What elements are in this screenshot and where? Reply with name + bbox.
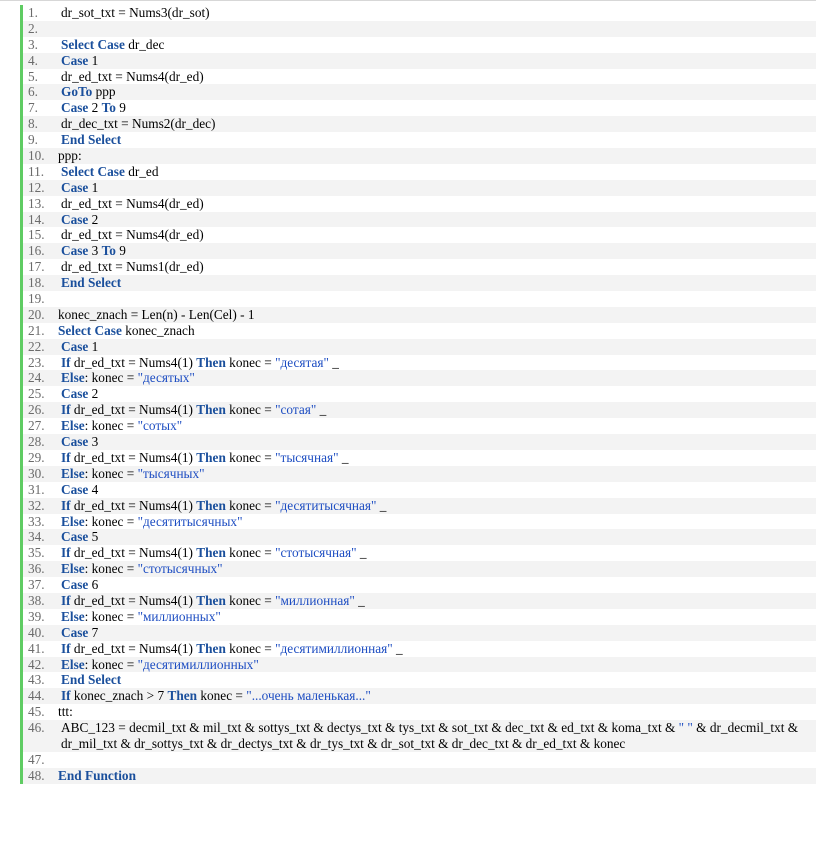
- line-code: [61, 609, 816, 625]
- keyword-token: Case: [61, 100, 89, 116]
- code-line: [23, 132, 816, 148]
- keyword-token: Case: [61, 386, 89, 402]
- keyword-token: Then: [196, 640, 226, 656]
- keyword-token: Case: [61, 338, 89, 354]
- line-number: 2.: [28, 20, 38, 36]
- code-line: [23, 5, 816, 21]
- code-line: [23, 69, 816, 85]
- code-line: [23, 704, 816, 720]
- code-token: konec_znach = Len(n) - Len(Cel) - 1: [58, 306, 255, 322]
- line-number: 29.: [28, 449, 45, 465]
- line-code: [61, 514, 816, 530]
- line-number: 16.: [28, 243, 45, 259]
- keyword-token: Else: [61, 370, 85, 386]
- code-token: 1: [88, 179, 99, 195]
- code-token: 7: [88, 624, 99, 640]
- code-token: & dr_decmil_txt & dr_mil_txt & dr_sottys_txt & dr_dectys_txt & dr_tys_txt & dr_sot_txt & dr_dec_txt & dr_ed_txt & konec: [61, 720, 799, 751]
- code-token: 9: [115, 243, 126, 259]
- line-number: 12.: [28, 179, 45, 195]
- line-number: 18.: [28, 275, 45, 291]
- line-number: 9.: [28, 132, 38, 148]
- keyword-token: Then: [196, 545, 226, 561]
- code-token: 2: [88, 211, 99, 227]
- line-code: [61, 386, 816, 402]
- code-token: dr_ed_txt = Nums1(dr_ed): [61, 259, 204, 275]
- code-token: konec_znach > 7: [70, 688, 168, 704]
- code-line: [23, 641, 816, 657]
- code-token: : konec =: [84, 656, 138, 672]
- string-token: "десятая": [275, 354, 329, 370]
- code-line: [23, 53, 816, 69]
- line-code: [61, 5, 816, 21]
- code-line: [23, 402, 816, 418]
- code-token: dr_ed_txt = Nums4(1): [70, 354, 197, 370]
- code-token: ppp:: [58, 148, 82, 164]
- string-token: "миллионных": [137, 608, 221, 624]
- line-number: 7.: [28, 100, 38, 116]
- line-code: [58, 323, 816, 339]
- code-line: [23, 386, 816, 402]
- line-code: [61, 672, 816, 688]
- keyword-token: Case: [61, 434, 89, 450]
- line-number: 47.: [28, 751, 45, 767]
- code-line: [23, 609, 816, 625]
- line-code: [61, 275, 816, 291]
- line-number: 36.: [28, 561, 45, 577]
- line-number: 21.: [28, 322, 45, 338]
- line-number: 34.: [28, 529, 45, 545]
- code-line: [23, 339, 816, 355]
- line-code: [61, 243, 816, 259]
- line-code: [61, 355, 816, 371]
- line-code: [61, 116, 816, 132]
- line-code: [61, 37, 816, 53]
- keyword-token: Then: [167, 688, 198, 704]
- line-code: [58, 148, 816, 164]
- code-line: [23, 323, 816, 339]
- line-code: [61, 577, 816, 593]
- keyword-token: If: [61, 545, 71, 561]
- code-line: [23, 672, 816, 688]
- line-code: [61, 402, 816, 418]
- line-number: 33.: [28, 513, 45, 529]
- line-number: 40.: [28, 624, 45, 640]
- code-token: ttt:: [58, 704, 73, 720]
- keyword-token: Then: [196, 497, 226, 513]
- code-token: : konec =: [84, 608, 138, 624]
- top-divider: [0, 0, 816, 1]
- code-line: [23, 148, 816, 164]
- code-line: [23, 434, 816, 450]
- code-token: : konec =: [84, 513, 138, 529]
- line-code: [61, 370, 816, 386]
- line-code: [58, 768, 816, 784]
- line-code: [61, 84, 816, 100]
- code-token: 3: [88, 434, 99, 450]
- line-code: [61, 545, 816, 561]
- line-code: [61, 482, 816, 498]
- line-number: 31.: [28, 481, 45, 497]
- keyword-token: If: [61, 354, 71, 370]
- code-token: 9: [115, 100, 126, 116]
- line-number: 22.: [28, 338, 45, 354]
- keyword-token: Case: [61, 243, 89, 259]
- line-code: [61, 641, 816, 657]
- line-code: [61, 688, 816, 704]
- line-code: [61, 720, 816, 752]
- code-token: dr_ed_txt = Nums4(1): [70, 640, 197, 656]
- line-code: [61, 180, 816, 196]
- code-line: [23, 84, 816, 100]
- line-number: 23.: [28, 354, 45, 370]
- keyword-token: Select Case: [61, 36, 125, 52]
- keyword-token: If: [61, 402, 71, 418]
- keyword-token: End Select: [61, 132, 122, 148]
- line-number: 27.: [28, 418, 45, 434]
- keyword-token: Case: [61, 529, 89, 545]
- keyword-token: If: [61, 592, 71, 608]
- code-token: dr_ed_txt = Nums4(1): [70, 402, 197, 418]
- code-line: [23, 21, 816, 37]
- code-token: ABC_123 = decmil_txt & mil_txt & sottys_txt & dectys_txt & tys_txt & sot_txt & dec_txt & ed_txt & koma_txt &: [61, 720, 679, 736]
- code-line: [23, 450, 816, 466]
- code-token: 1: [88, 338, 99, 354]
- code-line: [23, 212, 816, 228]
- code-line: [23, 275, 816, 291]
- code-token: konec =: [225, 640, 276, 656]
- code-line: [23, 370, 816, 386]
- code-line: [23, 100, 816, 116]
- string-token: "тысячных": [137, 465, 205, 481]
- code-token: konec =: [225, 354, 276, 370]
- string-token: "десятитысячная": [275, 497, 377, 513]
- code-line: [23, 227, 816, 243]
- line-number: 6.: [28, 84, 38, 100]
- code-token: konec =: [225, 402, 276, 418]
- line-number: 8.: [28, 116, 38, 132]
- code-token: _: [356, 545, 367, 561]
- code-line: [23, 752, 816, 768]
- string-token: "миллионная": [275, 592, 355, 608]
- keyword-token: End Select: [61, 275, 122, 291]
- code-token: ppp: [92, 84, 116, 100]
- code-token: 2: [88, 386, 99, 402]
- line-code: [61, 450, 816, 466]
- code-line: [23, 768, 816, 784]
- keyword-token: If: [61, 688, 71, 704]
- line-number: 3.: [28, 36, 38, 52]
- line-number: 10.: [28, 148, 45, 164]
- code-token: dr_dec_txt = Nums2(dr_dec): [61, 116, 216, 132]
- code-token: _: [376, 497, 387, 513]
- code-token: dr_sot_txt = Nums3(dr_sot): [61, 5, 210, 20]
- line-number: 30.: [28, 465, 45, 481]
- code-line: [23, 259, 816, 275]
- code-token: 2: [88, 100, 102, 116]
- code-token: : konec =: [84, 465, 138, 481]
- line-code: [61, 625, 816, 641]
- string-token: "десятимиллионная": [275, 640, 393, 656]
- code-line: [23, 243, 816, 259]
- code-token: konec =: [225, 592, 276, 608]
- keyword-token: Select Case: [61, 163, 125, 179]
- line-number: 42.: [28, 656, 45, 672]
- string-token: "стотысячная": [275, 545, 357, 561]
- line-code: [61, 498, 816, 514]
- code-line: [23, 37, 816, 53]
- code-token: konec_znach: [121, 322, 195, 338]
- code-line: [23, 561, 816, 577]
- line-number: 17.: [28, 259, 45, 275]
- code-token: 6: [88, 577, 99, 593]
- code-line: [23, 498, 816, 514]
- string-token: "сотых": [137, 418, 183, 434]
- code-line: [23, 180, 816, 196]
- string-token: "десятых": [137, 370, 195, 386]
- code-line: [23, 196, 816, 212]
- code-token: dr_ed_txt = Nums4(1): [70, 449, 197, 465]
- line-code: [61, 132, 816, 148]
- line-code: [61, 53, 816, 69]
- line-code: [58, 704, 816, 720]
- line-number: 43.: [28, 672, 45, 688]
- code-line: [23, 355, 816, 371]
- keyword-token: If: [61, 497, 71, 513]
- code-token: _: [392, 640, 403, 656]
- line-number: 19.: [28, 291, 45, 307]
- code-line: [23, 593, 816, 609]
- string-token: "десятимиллионных": [137, 656, 259, 672]
- code-line: [23, 657, 816, 673]
- line-number: 46.: [28, 720, 45, 736]
- keyword-token: End Function: [58, 767, 136, 783]
- code-token: dr_dec: [124, 36, 165, 52]
- line-code: [61, 164, 816, 180]
- line-number: 32.: [28, 497, 45, 513]
- keyword-token: Else: [61, 465, 85, 481]
- keyword-token: Case: [61, 179, 89, 195]
- code-token: dr_ed_txt = Nums4(dr_ed): [61, 68, 204, 84]
- code-line: [23, 164, 816, 180]
- line-number: 37.: [28, 577, 45, 593]
- keyword-token: End Select: [61, 672, 122, 688]
- code-line: [23, 291, 816, 307]
- keyword-token: Case: [61, 211, 89, 227]
- code-token: dr_ed: [124, 163, 159, 179]
- code-token: dr_ed_txt = Nums4(dr_ed): [61, 227, 204, 243]
- code-line: [23, 688, 816, 704]
- code-token: 3: [88, 243, 102, 259]
- line-number: 5.: [28, 68, 38, 84]
- code-line: [23, 545, 816, 561]
- code-line: [23, 116, 816, 132]
- keyword-token: Then: [196, 354, 226, 370]
- line-code: [61, 434, 816, 450]
- code-token: konec =: [197, 688, 247, 704]
- code-listing: [20, 5, 816, 784]
- line-number: 13.: [28, 195, 45, 211]
- line-code: [61, 227, 816, 243]
- code-token: dr_ed_txt = Nums4(1): [70, 545, 197, 561]
- keyword-token: To: [101, 243, 116, 259]
- code-token: konec =: [225, 497, 276, 513]
- code-line: [23, 625, 816, 641]
- keyword-token: To: [101, 100, 116, 116]
- line-code: [61, 259, 816, 275]
- line-number: 48.: [28, 767, 45, 783]
- code-line: [23, 307, 816, 323]
- line-number: 35.: [28, 545, 45, 561]
- code-line: [23, 529, 816, 545]
- code-token: _: [328, 354, 339, 370]
- string-token: "тысячная": [275, 449, 339, 465]
- line-code: [58, 307, 816, 323]
- keyword-token: Case: [61, 52, 89, 68]
- keyword-token: Case: [61, 577, 89, 593]
- line-number: 25.: [28, 386, 45, 402]
- line-number: 38.: [28, 592, 45, 608]
- keyword-token: Else: [61, 608, 85, 624]
- line-number: 15.: [28, 227, 45, 243]
- code-token: 4: [88, 481, 99, 497]
- code-token: konec =: [225, 545, 276, 561]
- string-token: " ": [678, 720, 693, 736]
- keyword-token: Then: [196, 402, 226, 418]
- line-number: 1.: [28, 5, 38, 20]
- line-code: [61, 196, 816, 212]
- line-code: [61, 657, 816, 673]
- line-code: [61, 69, 816, 85]
- code-token: 1: [88, 52, 99, 68]
- keyword-token: Else: [61, 513, 85, 529]
- line-number: 45.: [28, 704, 45, 720]
- line-number: 28.: [28, 434, 45, 450]
- string-token: "...очень маленькая...": [246, 688, 371, 704]
- keyword-token: GoTo: [61, 84, 93, 100]
- keyword-token: If: [61, 640, 71, 656]
- line-number: 39.: [28, 608, 45, 624]
- keyword-token: Then: [196, 449, 226, 465]
- code-token: : konec =: [84, 418, 138, 434]
- keyword-token: Else: [61, 656, 85, 672]
- code-token: : konec =: [84, 370, 138, 386]
- code-token: _: [338, 449, 349, 465]
- line-number: 11.: [28, 163, 45, 179]
- line-code: [61, 339, 816, 355]
- line-number: 24.: [28, 370, 45, 386]
- line-code: [61, 212, 816, 228]
- code-token: _: [354, 592, 365, 608]
- code-line: [23, 482, 816, 498]
- code-line: [23, 720, 816, 752]
- code-token: dr_ed_txt = Nums4(1): [70, 497, 197, 513]
- code-line: [23, 466, 816, 482]
- line-code: [61, 418, 816, 434]
- string-token: "сотая": [275, 402, 317, 418]
- line-number: 14.: [28, 211, 45, 227]
- code-token: dr_ed_txt = Nums4(dr_ed): [61, 195, 204, 211]
- line-number: 26.: [28, 402, 45, 418]
- code-line: [23, 514, 816, 530]
- code-token: dr_ed_txt = Nums4(1): [70, 592, 197, 608]
- code-token: 5: [88, 529, 99, 545]
- code-token: : konec =: [84, 561, 138, 577]
- line-code: [61, 561, 816, 577]
- string-token: "десятитысячных": [137, 513, 243, 529]
- code-line: [23, 418, 816, 434]
- keyword-token: Case: [61, 624, 89, 640]
- line-number: 41.: [28, 640, 45, 656]
- code-token: konec =: [225, 449, 276, 465]
- line-code: [61, 593, 816, 609]
- code-token: _: [316, 402, 327, 418]
- line-code: [61, 100, 816, 116]
- line-code: [61, 466, 816, 482]
- string-token: "стотысячных": [137, 561, 223, 577]
- keyword-token: If: [61, 449, 71, 465]
- keyword-token: Case: [61, 481, 89, 497]
- keyword-token: Then: [196, 592, 226, 608]
- keyword-token: Else: [61, 418, 85, 434]
- code-line: [23, 577, 816, 593]
- keyword-token: Else: [61, 561, 85, 577]
- keyword-token: Select Case: [58, 322, 122, 338]
- line-number: 4.: [28, 52, 38, 68]
- line-number: 20.: [28, 306, 45, 322]
- line-number: 44.: [28, 688, 45, 704]
- line-code: [61, 529, 816, 545]
